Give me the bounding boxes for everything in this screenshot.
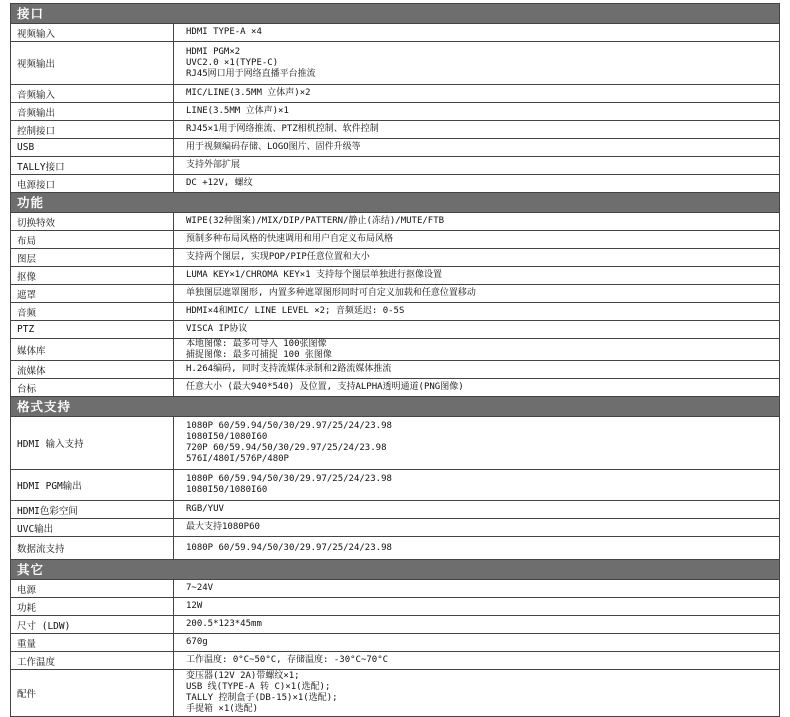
spec-label: 切换特效 [11,213,174,230]
spec-row [10,303,780,321]
spec-value-line: 670g [186,637,208,647]
spec-label: HDMI PGM输出 [11,470,174,500]
spec-value-line: 任意大小 (最大940*540) 及位置, 支持ALPHA透明通道(PNG图像) [186,382,464,392]
spec-value-line: RJ45网口用于网络直播平台推流 [186,68,316,79]
spec-value [174,339,779,360]
spec-value [174,417,779,469]
spec-value-line: VISCA IP协议 [186,324,248,334]
spec-value-line: LUMA KEY×1/CHROMA KEY×1 支持每个图层单独进行抠像设置 [186,270,443,280]
spec-label: 遮罩 [11,285,174,302]
spec-value [174,103,779,120]
spec-table [10,3,780,717]
spec-label: USB [11,139,174,156]
spec-label: 重量 [11,634,174,651]
spec-row [10,85,780,103]
spec-value-line: TALLY 控制盒子(DB-15)×1(选配); [186,693,338,703]
spec-value [174,157,779,174]
spec-value-line: 捕捉图像: 最多可捕捉 100 张图像 [186,349,332,360]
spec-label: 电源接口 [11,175,174,192]
spec-value [174,580,779,597]
section-formats-title: 格式支持 [10,397,780,417]
spec-value [174,501,779,518]
spec-row [10,42,780,85]
spec-label: 流媒体 [11,361,174,378]
spec-label: 图层 [11,249,174,266]
spec-row [10,231,780,249]
spec-value-line: 变压器(12V 2A)带螺纹×1; [186,671,300,681]
spec-value [174,379,779,396]
spec-row [10,321,780,339]
spec-label: 抠像 [11,267,174,284]
spec-value-line: 用于视频编码存储、LOGO图片、固件升级等 [186,142,361,152]
spec-label: HDMI 输入支持 [11,417,174,469]
spec-row [10,267,780,285]
spec-value-line: 本地图像: 最多可导入 100张图像 [186,338,327,349]
section-interfaces-title: 接口 [10,4,780,24]
section-functions-title: 功能 [10,193,780,213]
spec-value-line: 720P 60/59.94/50/30/29.97/25/24/23.98 [186,443,387,453]
spec-label: 台标 [11,379,174,396]
spec-value [174,285,779,302]
spec-value [174,231,779,248]
spec-row [10,519,780,537]
spec-value [174,519,779,536]
spec-label: 布局 [11,231,174,248]
spec-label: 工作温度 [11,652,174,669]
spec-value [174,361,779,378]
spec-value-line: USB 线(TYPE-A 转 C)×1(选配); [186,682,331,692]
spec-row [10,24,780,42]
spec-row [10,103,780,121]
spec-value-line: UVC2.0 ×1(TYPE-C) [186,57,279,68]
spec-label: 媒体库 [11,339,174,360]
section-others-title: 其它 [10,560,780,580]
spec-value [174,470,779,500]
spec-row [10,580,780,598]
spec-value [174,616,779,633]
spec-label: 功耗 [11,598,174,615]
spec-label: TALLY接口 [11,157,174,174]
spec-value-line: 576I/480I/576P/480P [186,454,289,464]
spec-value-line: 7~24V [186,583,214,593]
spec-value [174,652,779,669]
spec-row [10,121,780,139]
spec-value-line: DC +12V, 螺纹 [186,178,253,188]
spec-row [10,470,780,501]
spec-value [174,267,779,284]
spec-value-line: RGB/YUV [186,504,224,514]
spec-value-line: H.264编码, 同时支持流媒体录制和2路流媒体推流 [186,364,392,374]
spec-value [174,121,779,138]
spec-label: 电源 [11,580,174,597]
spec-label: 音频输出 [11,103,174,120]
spec-value-line: 200.5*123*45mm [186,619,262,629]
spec-row [10,139,780,157]
spec-row [10,616,780,634]
spec-row [10,652,780,670]
spec-value-line: 1080I50/1080I60 [186,485,268,495]
spec-label: 数据流支持 [11,537,174,559]
spec-row [10,285,780,303]
spec-value-line: 12W [186,601,203,611]
spec-value [174,670,779,716]
spec-value-line: 单独图层遮罩图形, 内置多种遮罩图形同时可自定义加载和任意位置移动 [186,288,476,298]
spec-value-line: 预制多种布局风格的快速调用和用户自定义布局风格 [186,234,394,244]
spec-value-line: HDMI×4和MIC/ LINE LEVEL ×2; 音频延迟: 0-5S [186,306,405,316]
spec-label: 尺寸 (LDW) [11,616,174,633]
spec-label: 控制接口 [11,121,174,138]
spec-value [174,537,779,559]
spec-row [10,417,780,470]
spec-value [174,42,779,84]
spec-label: UVC输出 [11,519,174,536]
spec-value-line: HDMI PGM×2 [186,46,241,57]
spec-row [10,598,780,616]
spec-value-line: MIC/LINE(3.5MM 立体声)×2 [186,88,311,98]
spec-label: 视频输出 [11,42,174,84]
spec-label: 视频输入 [11,24,174,41]
spec-value-line: RJ45×1用于网络推流、PTZ相机控制、软件控制 [186,124,379,134]
spec-label: 音频输入 [11,85,174,102]
spec-value [174,634,779,651]
spec-row [10,175,780,193]
spec-row [10,501,780,519]
spec-row [10,537,780,560]
spec-row [10,249,780,267]
spec-value-line: 工作温度: 0°C~50°C, 存储温度: -30°C~70°C [186,655,389,665]
spec-value [174,175,779,192]
spec-row [10,361,780,379]
spec-value-line: 手提箱 ×1(选配) [186,704,259,714]
spec-value-line: 1080P 60/59.94/50/30/29.97/25/24/23.98 [186,421,392,431]
spec-value-line: 支持外部扩展 [186,160,241,170]
spec-value-line: LINE(3.5MM 立体声)×1 [186,106,289,116]
spec-label: 音频 [11,303,174,320]
spec-value-line: 支持两个图层, 实现POP/PIP任意位置和大小 [186,252,370,262]
spec-value [174,598,779,615]
spec-value-line: WIPE(32种图案)/MIX/DIP/PATTERN/静止(冻结)/MUTE/FTB [186,216,445,226]
spec-value-line: 1080P 60/59.94/50/30/29.97/25/24/23.98 [186,474,392,484]
spec-value [174,213,779,230]
spec-label: 配件 [11,670,174,716]
spec-row [10,379,780,397]
spec-row [10,157,780,175]
spec-value [174,321,779,338]
spec-value [174,249,779,266]
spec-label: HDMI色彩空间 [11,501,174,518]
spec-value [174,85,779,102]
spec-value-line: 1080I50/1080I60 [186,432,268,442]
spec-value [174,139,779,156]
spec-label: PTZ [11,321,174,338]
spec-value [174,24,779,41]
spec-value-line: 1080P 60/59.94/50/30/29.97/25/24/23.98 [186,542,392,553]
spec-value-line: HDMI TYPE-A ×4 [186,27,262,37]
spec-value-line: 最大支持1080P60 [186,522,260,532]
spec-row [10,213,780,231]
spec-row [10,634,780,652]
spec-value [174,303,779,320]
spec-row [10,339,780,361]
